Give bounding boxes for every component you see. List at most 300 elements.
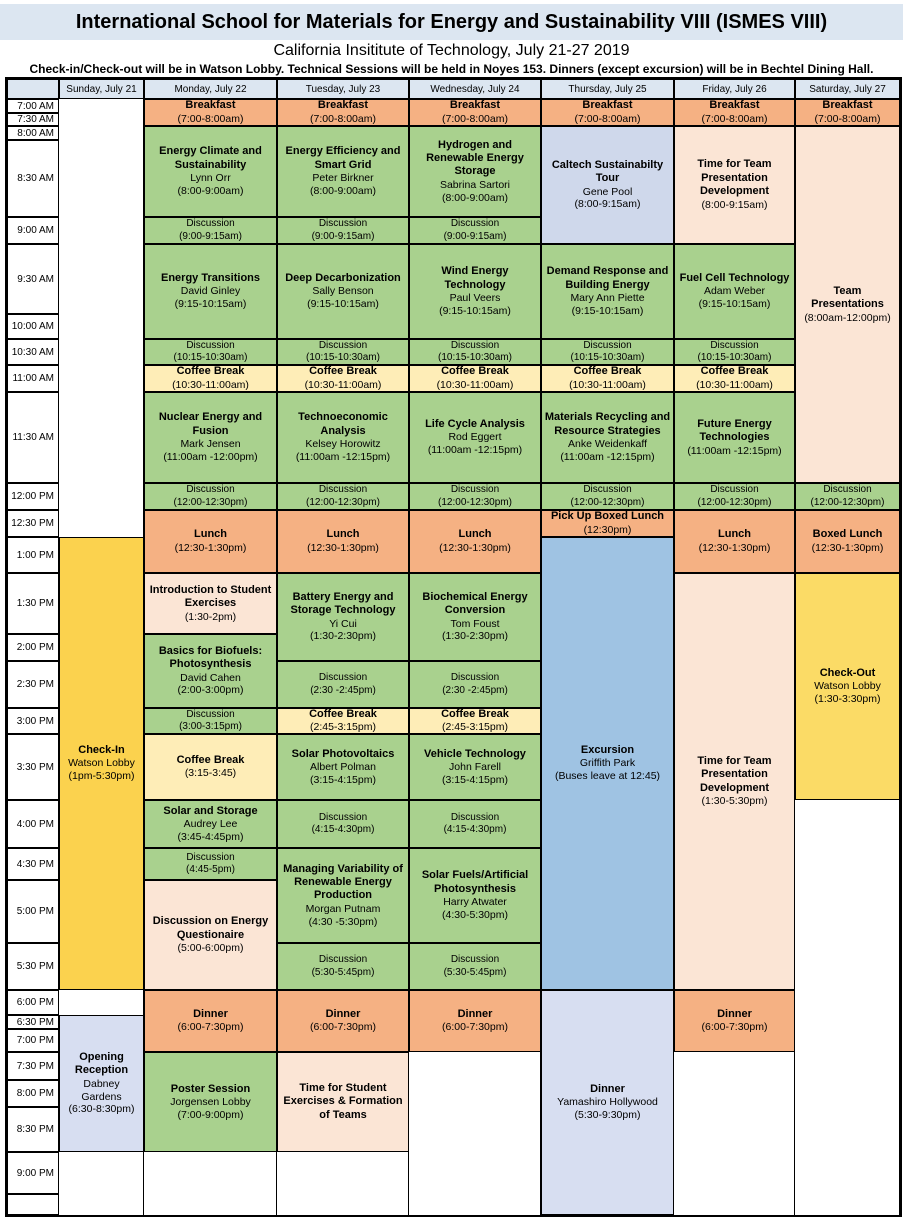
event-block xyxy=(674,573,795,990)
time-label: 3:30 PM xyxy=(7,734,59,800)
event-detail: (7:00-8:00am) xyxy=(177,112,244,125)
time-label: 5:00 PM xyxy=(7,880,59,943)
event-detail: (12:30-1:30pm) xyxy=(307,541,379,554)
event-detail: Rod Eggert xyxy=(448,431,502,444)
event-block xyxy=(144,365,277,392)
event-title: Discussion xyxy=(186,851,235,863)
event-block xyxy=(409,734,541,800)
time-label: 7:00 PM xyxy=(7,1029,59,1052)
event-block xyxy=(144,990,277,1052)
event-block xyxy=(144,339,277,365)
event-block xyxy=(277,943,409,990)
event-title: Coffee Break xyxy=(309,708,377,720)
event-detail: Paul Veers xyxy=(449,292,501,305)
event-detail: (5:30-5:45pm) xyxy=(311,966,375,978)
event-block xyxy=(277,734,409,800)
time-label: 9:00 PM xyxy=(7,1152,59,1194)
event-block xyxy=(409,848,541,943)
event-detail: (12:00-12:30pm) xyxy=(810,496,885,508)
event-block xyxy=(409,661,541,708)
event-title: Discussion xyxy=(450,811,500,823)
event-detail: (2:45-3:15pm) xyxy=(310,721,376,734)
event-block xyxy=(795,483,900,510)
event-detail: Audrey Lee xyxy=(183,817,238,830)
event-block xyxy=(541,537,674,990)
event-block xyxy=(674,392,795,483)
event-title: Discussion xyxy=(318,484,368,496)
event-block xyxy=(144,126,277,217)
event-detail: (11:00am -12:15pm) xyxy=(560,450,655,463)
event-title: Discussion xyxy=(318,218,368,230)
event-detail: (7:00-8:00am) xyxy=(701,112,768,125)
event-detail: (2:00-3:00pm) xyxy=(177,684,244,697)
time-label: 9:00 AM xyxy=(7,217,59,244)
event-title: Battery Energy and Storage Technology xyxy=(290,590,396,617)
event-block xyxy=(277,510,409,573)
day-header: Tuesday, July 23 xyxy=(277,79,409,99)
event-block xyxy=(541,483,674,510)
event-detail: Griffith Park xyxy=(579,757,636,770)
event-block xyxy=(144,217,277,244)
time-label xyxy=(7,1194,59,1215)
event-block xyxy=(409,708,541,734)
event-block xyxy=(409,573,541,661)
event-block xyxy=(674,126,795,244)
event-title: Coffee Break xyxy=(176,365,245,378)
event-title: Discussion xyxy=(318,672,368,684)
event-block xyxy=(409,99,541,126)
time-label: 7:00 AM xyxy=(7,99,59,113)
event-title: Breakfast xyxy=(317,99,369,112)
event-detail: (8:00-9:00am) xyxy=(177,184,244,197)
event-block xyxy=(144,99,277,126)
event-block xyxy=(144,573,277,634)
event-title: Basics for Biofuels: Photosynthesis xyxy=(158,644,263,671)
event-detail: John Farell xyxy=(449,760,501,773)
event-title: Breakfast xyxy=(582,99,633,112)
event-detail: (11:00am -12:15pm) xyxy=(427,444,523,457)
event-title: Breakfast xyxy=(709,99,760,112)
event-detail: (10:15-10:30am) xyxy=(438,352,512,363)
time-label: 2:00 PM xyxy=(7,634,59,661)
event-block xyxy=(674,483,795,510)
event-detail: (8:00-9:15am) xyxy=(701,198,768,211)
event-detail: (12:30-1:30pm) xyxy=(698,541,771,554)
event-block xyxy=(144,510,277,573)
time-label: 10:00 AM xyxy=(7,314,59,339)
event-detail: (4:15-4:30pm) xyxy=(443,824,507,835)
event-block xyxy=(541,339,674,365)
event-detail: Yamashiro Hollywood xyxy=(557,1096,658,1109)
event-block xyxy=(277,483,409,510)
event-title: Discussion xyxy=(186,708,235,720)
event-block xyxy=(541,392,674,483)
event-block xyxy=(674,510,795,573)
event-title: Lunch xyxy=(458,528,492,541)
event-title: Discussion xyxy=(823,484,872,496)
event-block xyxy=(144,848,277,880)
event-detail: (5:00-6:00pm) xyxy=(177,942,244,954)
event-block xyxy=(409,943,541,990)
event-title: Discussion on Energy Questionaire xyxy=(152,915,269,941)
event-title: Discussion xyxy=(450,954,500,966)
event-detail: (9:00-9:15am) xyxy=(443,230,507,242)
time-label: 7:30 PM xyxy=(7,1052,59,1080)
event-block xyxy=(541,244,674,339)
event-title: Lunch xyxy=(194,528,227,541)
event-block xyxy=(795,99,900,126)
event-title: Fuel Cell Technology xyxy=(679,272,790,284)
event-detail: (10:30-11:00am) xyxy=(172,378,249,391)
event-block xyxy=(277,217,409,244)
event-block xyxy=(277,365,409,392)
event-title: Deep Decarbonization xyxy=(285,272,401,284)
event-detail: Kelsey Horowitz xyxy=(305,438,381,451)
event-title: Breakfast xyxy=(185,99,236,112)
event-block xyxy=(277,573,409,661)
event-title: Discussion xyxy=(583,339,632,351)
event-detail: (10:30-11:00am) xyxy=(304,378,382,391)
event-block xyxy=(409,217,541,244)
event-detail: (10:30-11:00am) xyxy=(436,378,514,391)
event-title: Discussion xyxy=(318,339,368,351)
time-label: 1:30 PM xyxy=(7,573,59,634)
event-title: Materials Recycling and Resource Strategies xyxy=(544,411,671,437)
event-detail: (9:15-10:15am) xyxy=(439,304,511,317)
event-detail: (10:30-11:00am) xyxy=(696,378,773,391)
event-block xyxy=(409,510,541,573)
event-title: Check-In xyxy=(78,744,125,756)
event-detail: (11:00am -12:15pm) xyxy=(295,450,391,463)
event-title: Opening Reception xyxy=(74,1050,129,1077)
event-block xyxy=(674,244,795,339)
event-block xyxy=(674,990,795,1052)
event-detail: David Ginley xyxy=(180,285,241,298)
event-block xyxy=(144,734,277,800)
event-block xyxy=(59,1015,144,1152)
event-block xyxy=(409,800,541,848)
event-block xyxy=(277,661,409,708)
event-detail: (11:00am -12:15pm) xyxy=(687,444,782,457)
event-detail: Watson Lobby xyxy=(68,757,135,770)
event-block xyxy=(144,708,277,734)
event-detail: (12:00-12:30pm) xyxy=(306,496,380,508)
event-detail: (10:15-10:30am) xyxy=(306,352,380,363)
event-detail: Lynn Orr xyxy=(190,172,231,185)
event-detail: (1:30-2pm) xyxy=(184,610,237,623)
event-block xyxy=(277,800,409,848)
event-title: Demand Response and Building Energy xyxy=(546,265,669,291)
event-detail: Gene Pool xyxy=(582,185,633,198)
event-title: Poster Session xyxy=(170,1082,251,1095)
time-label: 4:00 PM xyxy=(7,800,59,848)
day-header: Sunday, July 21 xyxy=(59,79,144,99)
event-block xyxy=(409,483,541,510)
event-block xyxy=(409,392,541,483)
event-block xyxy=(541,510,674,537)
event-title: Team Presentations xyxy=(811,284,884,311)
event-title: Discussion xyxy=(710,484,759,496)
event-title: Lunch xyxy=(326,528,360,541)
event-title: Technoeconomic Analysis xyxy=(298,411,388,437)
event-detail: (7:00-8:00am) xyxy=(310,112,376,125)
event-detail: Albert Polman xyxy=(310,760,376,773)
event-block xyxy=(277,392,409,483)
event-detail: (10:15-10:30am) xyxy=(570,352,645,363)
event-detail: (1:30-3:30pm) xyxy=(814,693,881,706)
event-title: Excursion xyxy=(580,744,635,756)
event-title: Future Energy Technologies xyxy=(697,417,772,444)
event-detail: Morgan Putnam xyxy=(305,902,381,915)
event-detail: (10:30-11:00am) xyxy=(569,378,646,391)
event-block xyxy=(277,708,409,734)
event-block xyxy=(674,365,795,392)
event-detail: (8:00-9:00am) xyxy=(442,191,508,204)
event-block xyxy=(795,126,900,483)
event-detail: (9:15-10:15am) xyxy=(571,304,644,317)
event-title: Coffee Break xyxy=(176,753,245,766)
event-detail: (6:30-8:30pm) xyxy=(68,1103,135,1116)
event-block xyxy=(409,990,541,1052)
event-detail: (1pm-5:30pm) xyxy=(68,770,135,783)
event-block xyxy=(409,244,541,339)
time-label: 10:30 AM xyxy=(7,339,59,365)
event-title: Breakfast xyxy=(822,99,873,112)
time-label: 7:30 AM xyxy=(7,113,59,126)
time-label: 8:30 PM xyxy=(7,1107,59,1152)
event-title: Energy Climate and Sustainability xyxy=(159,145,262,171)
day-header: Wednesday, July 24 xyxy=(409,79,541,99)
event-block xyxy=(144,634,277,708)
event-title: Check-Out xyxy=(819,667,876,679)
event-block xyxy=(277,244,409,339)
event-detail: (12:00-12:30pm) xyxy=(697,496,772,508)
time-label: 12:30 PM xyxy=(7,510,59,537)
event-detail: (1:30-5:30pm) xyxy=(701,795,768,808)
event-detail: (12:30pm) xyxy=(583,523,632,536)
event-title: Introduction to Student Exercises xyxy=(149,583,272,610)
event-detail: (7:00-8:00am) xyxy=(814,112,881,125)
event-title: Coffee Break xyxy=(573,365,642,378)
event-detail: (2:30 -2:45pm) xyxy=(310,684,376,696)
time-label: 6:00 PM xyxy=(7,990,59,1015)
event-title: Time for Team Presentation Development xyxy=(697,158,772,198)
time-label: 11:30 AM xyxy=(7,392,59,483)
time-label: 5:30 PM xyxy=(7,943,59,990)
event-detail: Mary Ann Piette xyxy=(570,292,645,305)
event-detail: (6:00-7:30pm) xyxy=(177,1021,244,1034)
event-title: Vehicle Technology xyxy=(424,747,526,760)
event-detail: (9:15-10:15am) xyxy=(174,298,247,311)
event-detail: Adam Weber xyxy=(703,285,766,298)
event-detail: (6:00-7:30pm) xyxy=(442,1021,508,1034)
event-block xyxy=(674,99,795,126)
event-title: Pick Up Boxed Lunch xyxy=(550,510,665,523)
day-header: Saturday, July 27 xyxy=(795,79,900,99)
event-detail: Yi Cui xyxy=(329,617,357,630)
time-label: 12:00 PM xyxy=(7,483,59,510)
event-title: Dinner xyxy=(457,1007,493,1020)
event-detail: (12:30-1:30pm) xyxy=(811,541,884,554)
corner-cell xyxy=(7,79,59,99)
event-title: Nuclear Energy and Fusion xyxy=(158,411,263,437)
event-title: Discussion xyxy=(710,339,759,351)
time-label: 3:00 PM xyxy=(7,708,59,734)
event-block xyxy=(541,126,674,244)
event-title: Discussion xyxy=(450,339,500,351)
event-detail: (12:30-1:30pm) xyxy=(439,541,511,554)
event-title: Discussion xyxy=(583,484,632,496)
event-detail: Watson Lobby xyxy=(814,680,881,693)
event-title: Solar Fuels/Artificial Photosynthesis xyxy=(421,869,529,895)
event-block xyxy=(277,339,409,365)
event-detail: Dabney Gardens xyxy=(81,1077,122,1103)
event-detail: (4:30-5:30pm) xyxy=(442,908,508,921)
event-title: Energy Efficiency and Smart Grid xyxy=(285,145,401,171)
event-detail: (8:00am-12:00pm) xyxy=(804,311,891,324)
event-detail: (3:15-3:45) xyxy=(184,767,237,780)
event-title: Discussion xyxy=(186,484,235,496)
event-title: Coffee Break xyxy=(700,365,769,378)
event-block xyxy=(144,483,277,510)
event-title: Solar and Storage xyxy=(163,804,258,817)
event-detail: (6:00-7:30pm) xyxy=(701,1021,768,1034)
event-detail: (1:30-2:30pm) xyxy=(310,630,376,643)
event-title: Managing Variability of Renewable Energy Production xyxy=(283,862,403,902)
event-detail: Anke Weidenkaff xyxy=(568,438,647,451)
event-title: Discussion xyxy=(450,672,500,684)
event-detail: (12:00-12:30pm) xyxy=(570,496,645,508)
time-label: 8:00 PM xyxy=(7,1080,59,1107)
day-header: Thursday, July 25 xyxy=(541,79,674,99)
event-detail: (9:00-9:15am) xyxy=(311,230,375,242)
page-title: International School for Materials for Energy and Sustainability VIII (ISMES VIII) xyxy=(75,10,828,33)
event-detail: (9:15-10:15am) xyxy=(307,298,379,311)
title-bar xyxy=(0,4,903,40)
event-block xyxy=(409,365,541,392)
event-detail: (4:15-4:30pm) xyxy=(311,824,375,835)
event-detail: Tom Foust xyxy=(450,617,500,630)
subtitle: California Insititute of Technology, July 21-27 2019 xyxy=(273,42,630,59)
event-block xyxy=(277,848,409,943)
event-detail: Sabrina Sartori xyxy=(439,178,511,191)
event-title: Coffee Break xyxy=(441,708,509,720)
event-detail: (7:00-8:00am) xyxy=(442,112,508,125)
event-title: Time for Student Exercises & Formation of Teams xyxy=(283,1081,403,1121)
event-block xyxy=(795,573,900,800)
event-title: Discussion xyxy=(186,218,235,230)
event-detail: (10:15-10:30am) xyxy=(173,352,248,363)
event-block xyxy=(277,126,409,217)
event-title: Discussion xyxy=(450,218,500,230)
event-detail: (8:00-9:00am) xyxy=(310,184,376,197)
event-block xyxy=(277,99,409,126)
event-title: Dinner xyxy=(193,1007,228,1020)
event-title: Caltech Sustainabilty Tour xyxy=(551,158,664,185)
event-block xyxy=(541,990,674,1215)
event-title: Coffee Break xyxy=(441,365,509,378)
event-title: Wind Energy Technology xyxy=(441,265,509,291)
event-detail: (7:00-9:00pm) xyxy=(177,1108,244,1121)
location-note: Check-in/Check-out will be in Watson Lobby. Technical Sessions will be held in Noyes 153. Dinners (except excursion) will be in Bechtel Dining Hall. xyxy=(29,62,874,76)
time-label: 8:30 AM xyxy=(7,140,59,217)
event-detail: (3:15-4:15pm) xyxy=(442,773,508,786)
event-detail: (8:00-9:15am) xyxy=(574,198,641,211)
event-title: Dinner xyxy=(325,1007,361,1020)
schedule-grid xyxy=(5,77,902,1217)
day-header: Monday, July 22 xyxy=(144,79,277,99)
event-detail: (10:15-10:30am) xyxy=(697,352,772,363)
time-label: 11:00 AM xyxy=(7,365,59,392)
event-title: Hydrogen and Renewable Energy Storage xyxy=(426,138,524,178)
event-detail: (3:45-4:45pm) xyxy=(177,830,244,843)
event-title: Discussion xyxy=(318,811,368,823)
event-title: Solar Photovoltaics xyxy=(291,747,395,760)
event-title: Boxed Lunch xyxy=(812,528,883,541)
event-title: Coffee Break xyxy=(309,365,377,378)
event-detail: Mark Jensen xyxy=(180,438,241,451)
day-header: Friday, July 26 xyxy=(674,79,795,99)
event-detail: (4:30 -5:30pm) xyxy=(308,915,378,928)
event-block xyxy=(144,800,277,848)
event-block xyxy=(144,244,277,339)
event-detail: (5:30-9:30pm) xyxy=(574,1109,641,1122)
event-block xyxy=(409,126,541,217)
event-block xyxy=(541,99,674,126)
event-detail: (12:00-12:30pm) xyxy=(173,496,248,508)
event-block xyxy=(277,1052,409,1152)
event-block xyxy=(674,339,795,365)
event-detail: (9:00-9:15am) xyxy=(179,230,242,242)
event-detail: (5:30-5:45pm) xyxy=(443,966,507,978)
event-block xyxy=(409,339,541,365)
event-detail: Jorgensen Lobby xyxy=(170,1095,251,1108)
time-label: 8:00 AM xyxy=(7,126,59,140)
time-label: 2:30 PM xyxy=(7,661,59,708)
event-title: Discussion xyxy=(186,339,235,351)
time-label: 4:30 PM xyxy=(7,848,59,880)
event-title: Discussion xyxy=(318,954,368,966)
event-title: Lunch xyxy=(718,528,751,541)
event-detail: (12:00-12:30pm) xyxy=(438,496,512,508)
event-detail: (3:15-4:15pm) xyxy=(310,773,376,786)
event-detail: (2:30 -2:45pm) xyxy=(442,684,508,696)
event-block xyxy=(277,990,409,1052)
event-block xyxy=(59,537,144,990)
event-title: Life Cycle Analysis xyxy=(425,418,525,430)
event-detail: (4:45-5pm) xyxy=(186,864,235,875)
event-block xyxy=(541,365,674,392)
event-title: Dinner xyxy=(590,1083,625,1095)
event-title: Energy Transitions xyxy=(160,272,261,284)
event-block xyxy=(144,392,277,483)
event-block xyxy=(795,510,900,573)
event-detail: (Buses leave at 12:45) xyxy=(554,770,661,783)
event-detail: (11:00am -12:00pm) xyxy=(163,450,258,463)
event-title: Time for Team Presentation Development xyxy=(697,754,772,794)
event-detail: (6:00-7:30pm) xyxy=(310,1021,376,1034)
event-title: Discussion xyxy=(450,484,500,496)
event-detail: (2:45-3:15pm) xyxy=(442,721,508,734)
event-detail: Peter Birkner xyxy=(312,172,374,185)
event-block xyxy=(144,1052,277,1152)
event-title: Breakfast xyxy=(449,99,501,112)
event-title: Dinner xyxy=(717,1007,752,1020)
event-detail: Sally Benson xyxy=(312,285,374,298)
event-detail: (7:00-8:00am) xyxy=(574,112,641,125)
event-detail: David Cahen xyxy=(180,671,241,684)
event-detail: (1:30-2:30pm) xyxy=(442,630,508,643)
